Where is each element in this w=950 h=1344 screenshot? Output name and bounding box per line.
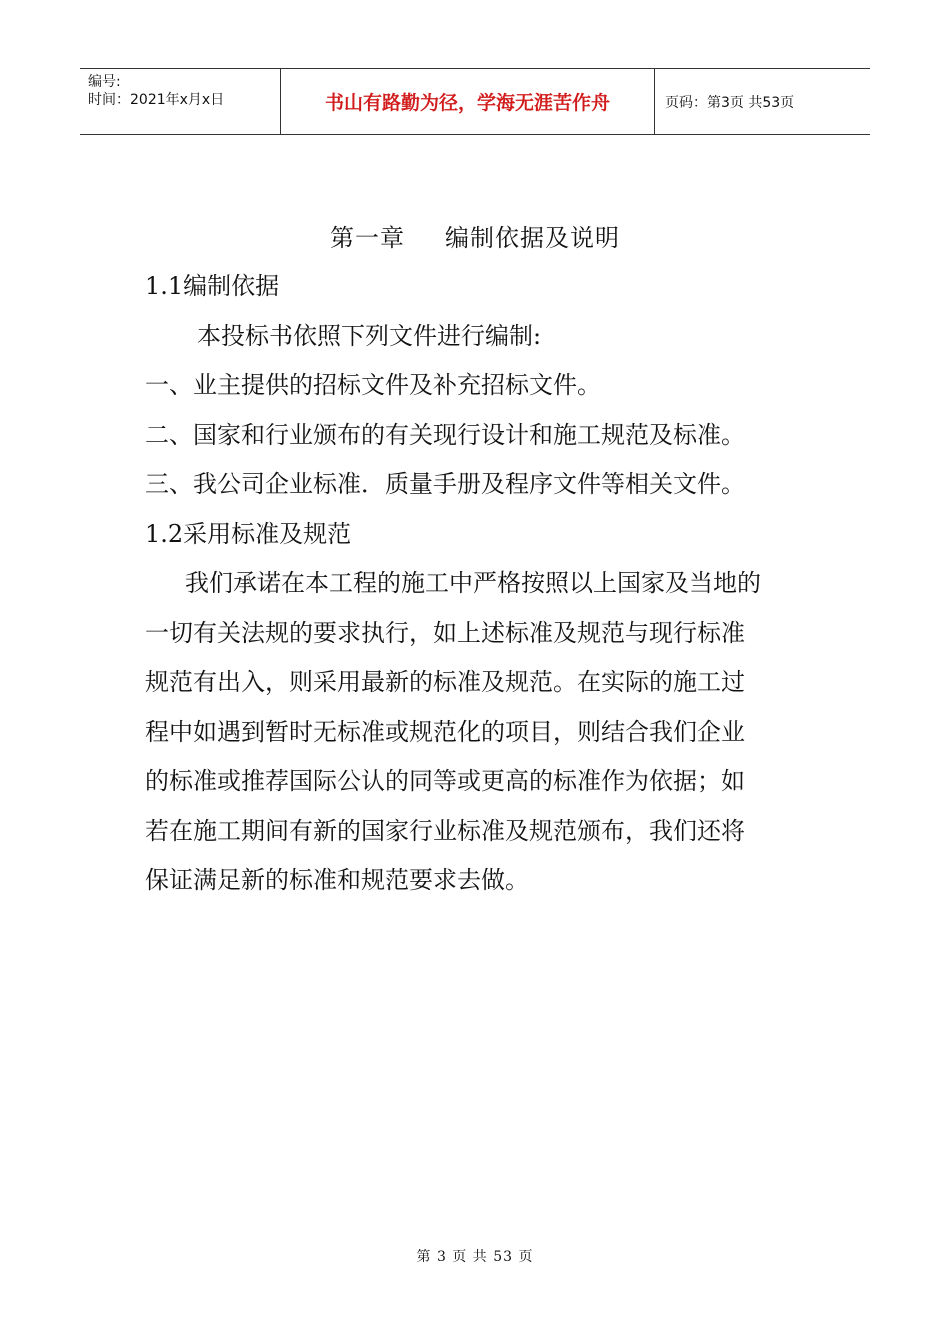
chapter-title xyxy=(0,218,950,253)
document-header xyxy=(80,68,870,135)
list-item: 二、国家和行业颁布的有关现行设计和施工规范及标准。 xyxy=(145,420,745,449)
paragraph-line: 程中如遇到暂时无标准或规范化的项目，则结合我们企业 xyxy=(145,717,745,746)
paragraph-line: 保证满足新的标准和规范要求去做。 xyxy=(145,866,529,894)
list-item: 三、我公司企业标准．质量手册及程序文件等相关文件。 xyxy=(145,470,745,498)
chapter-number: 第一章 xyxy=(330,224,405,252)
header-meta-cell xyxy=(80,69,281,134)
header-page-info: 页码：第3页 共53页 xyxy=(665,94,795,111)
paragraph-line: 一切有关法规的要求执行，如上述标准及规范与现行标准 xyxy=(145,618,745,647)
paragraph-line: 的标准或推荐国际公认的同等或更高的标准作为依据；如 xyxy=(145,767,745,795)
paragraph-line: 若在施工期间有新的国家行业标准及规范颁布，我们还将 xyxy=(145,816,745,845)
page-footer: 第 3 页 共 53 页 xyxy=(416,1249,534,1265)
commitment-paragraph xyxy=(145,559,810,906)
list-item: 一、业主提供的招标文件及补充招标文件。 xyxy=(145,371,601,399)
section-heading-1-2: 1.2采用标准及规范 xyxy=(145,519,352,548)
section-intro: 本投标书依照下列文件进行编制: xyxy=(197,321,542,350)
section-heading-1-1: 1.1编制依据 xyxy=(145,272,280,300)
number-label: 编号: xyxy=(88,74,121,90)
paragraph-line: 规范有出入，则采用最新的标准及规范。在实际的施工过 xyxy=(145,668,745,696)
paragraph-line: 我们承诺在本工程的施工中严格按照以上国家及当地的 xyxy=(185,569,761,597)
header-motto: 书山有路勤为径，学海无涯苦作舟 xyxy=(281,69,655,134)
time-label: 时间：2021年x月x日 xyxy=(88,92,225,108)
document-body xyxy=(145,262,810,906)
chapter-title-text: 编制依据及说明 xyxy=(445,224,620,252)
